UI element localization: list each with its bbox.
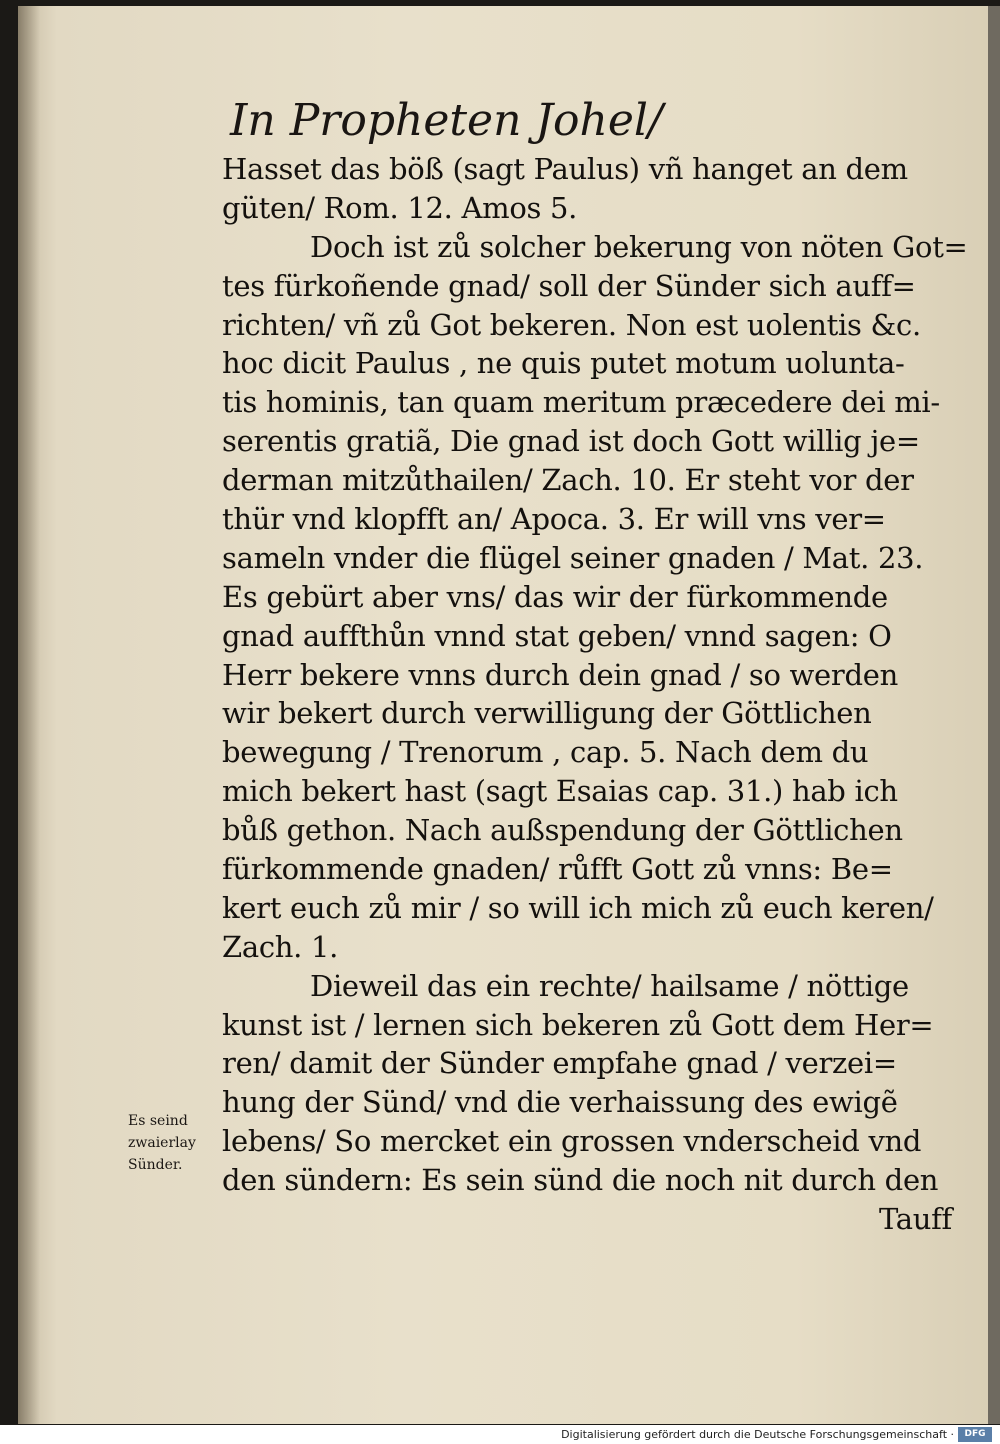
text-line: derman mitzůthailen/ Zach. 10. Er steht vor der	[222, 463, 914, 498]
text-line: serentis gratiã, Die gnad ist doch Gott willig je=	[222, 424, 920, 459]
text-line: bůß gethon. Nach außspendung der Göttlichen	[222, 813, 903, 848]
text-line: Hasset das böß (sagt Paulus) vñ hanget an dem	[222, 152, 908, 186]
text-line: sameln vnder die flügel seiner gnaden / Mat. 23.	[222, 540, 924, 575]
text-line: Zach. 1.	[222, 929, 339, 964]
text-line: thür vnd klopfft an/ Apoca. 3. Er will vns ver=	[222, 502, 886, 537]
body-text	[222, 150, 968, 1239]
margin-note	[128, 1110, 228, 1176]
margin-note-line: Sünder.	[128, 1157, 183, 1173]
text-line: fürkommende gnaden/ růfft Gott zů vnns: Be=	[222, 852, 893, 887]
text-line: wir bekert durch verwilligung der Göttlichen	[222, 696, 872, 731]
text-line: hoc dicit Paulus , ne quis putet motum uolunta-	[222, 346, 905, 381]
text-line: mich bekert hast (sagt Esaias cap. 31.) hab ich	[222, 774, 898, 809]
dfg-logo: DFG	[958, 1427, 992, 1442]
funding-credit: Digitalisierung gefördert durch die Deutsche Forschungsgemeinschaft ·	[561, 1428, 954, 1441]
text-line: richten/ vñ zů Got bekeren. Non est uolentis &c.	[222, 307, 921, 342]
scan-edge	[988, 6, 1000, 1424]
catchword: Tauff	[878, 1202, 952, 1237]
text-line: güten/ Rom. 12. Amos 5.	[222, 190, 578, 225]
footer-bar	[0, 1425, 1000, 1444]
text-line: Herr bekere vnns durch dein gnad / so werden	[222, 657, 898, 692]
margin-note-line: zwaierlay	[128, 1135, 196, 1151]
margin-note-line: Es seind	[128, 1113, 188, 1129]
page-gutter-shadow	[18, 6, 40, 1424]
text-line: lebens/ So mercket ein grossen vnderscheid vnd	[222, 1124, 922, 1159]
text-line: hung der Sünd/ vnd die verhaissung des ewigẽ	[222, 1085, 898, 1120]
text-line: Doch ist zů solcher bekerung von nöten Got=	[310, 229, 968, 264]
text-line: gnad auffthůn vnnd stat geben/ vnnd sagen: O	[222, 618, 892, 653]
text-line: Es gebürt aber vns/ das wir der fürkommende	[222, 579, 888, 614]
text-line: bewegung / Trenorum , cap. 5. Nach dem du	[222, 735, 869, 770]
running-title: In Propheten Johel/	[230, 95, 663, 146]
text-line: den sündern: Es sein sünd die noch nit durch den	[222, 1163, 939, 1198]
text-line: Dieweil das ein rechte/ hailsame / nöttige	[310, 968, 909, 1003]
text-line: kunst ist / lernen sich bekeren zů Gott dem Her=	[222, 1007, 934, 1042]
text-line: tis hominis, tan quam meritum præcedere dei mi-	[222, 385, 940, 420]
text-line: ren/ damit der Sünder empfahe gnad / verzei=	[222, 1046, 897, 1081]
text-line: kert euch zů mir / so will ich mich zů euch keren/	[222, 890, 934, 925]
text-line: tes fürkoñende gnad/ soll der Sünder sich auff=	[222, 268, 916, 303]
